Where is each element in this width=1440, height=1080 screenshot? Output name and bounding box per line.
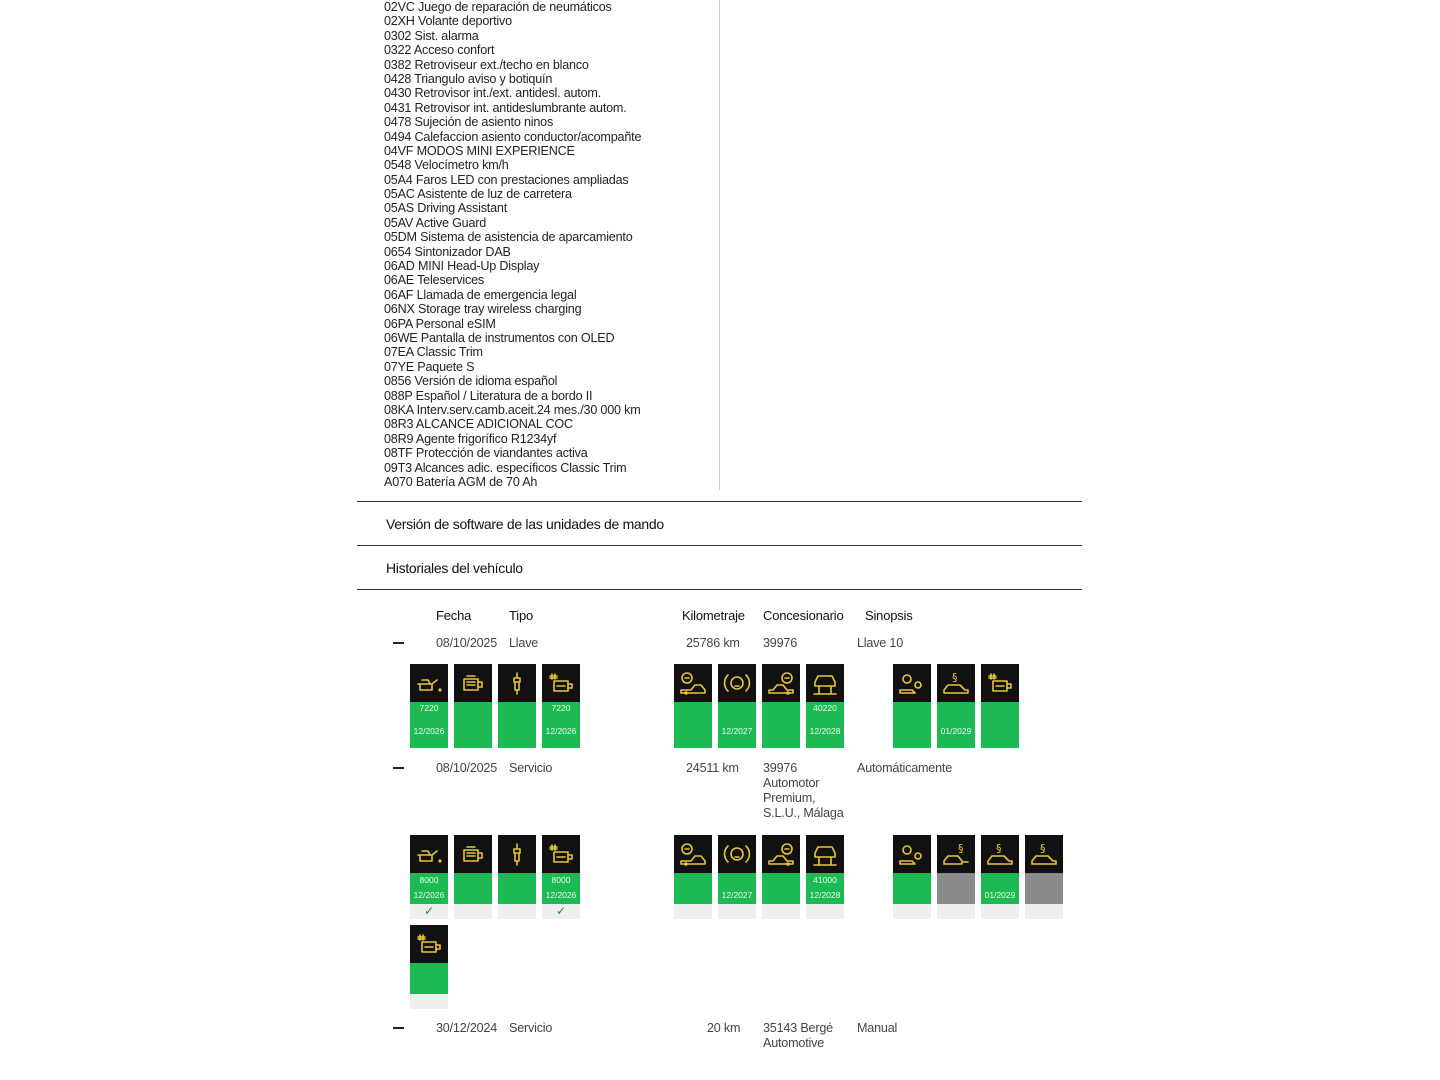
equipment-item: 0430 Retrovisor int./ext. antidesl. autom. (384, 86, 602, 101)
service-status-bar (937, 702, 975, 748)
equipment-item: 088P Español / Literatura de a bordo II (384, 388, 593, 403)
equipment-item: 06PA Personal eSIM (384, 316, 496, 331)
check-mark: ✓ (555, 904, 567, 918)
equipment-item: 0382 Retroviseur ext./techo en blanco (384, 57, 589, 72)
entry-date: 08/10/2025 (436, 636, 498, 650)
section-software-versions[interactable]: Versión de software de las unidades de mando (386, 516, 664, 532)
equipment-item: 06NX Storage tray wireless charging (384, 302, 582, 317)
service-status-bar (718, 873, 756, 904)
equipment-item: 0428 Triangulo aviso y botiquín (384, 71, 553, 86)
service-tile[interactable] (454, 835, 492, 919)
service-status-bar (806, 873, 844, 904)
tile-mileage: 8000 (419, 875, 439, 885)
col-header-type: Tipo (509, 608, 534, 623)
svg-text:§: § (1040, 842, 1046, 855)
equipment-item: 06AE Teleservices (384, 273, 484, 288)
service-tile[interactable] (454, 664, 492, 748)
service-status-bar (937, 873, 975, 904)
equipment-item: 0494 Calefaccion asiento conductor/acompañte (384, 129, 642, 144)
brake-fluid-icon (722, 670, 752, 696)
entry-summary: Manual (857, 1021, 898, 1035)
service-tile[interactable] (498, 835, 536, 919)
service-status-bar (762, 702, 800, 748)
column-divider (719, 0, 720, 490)
entry-date: 30/12/2024 (436, 1021, 498, 1035)
service-tile[interactable] (937, 664, 975, 748)
equipment-item: 08KA Interv.serv.camb.aceit.24 mes./30 000 km (384, 402, 641, 417)
service-tile[interactable] (762, 664, 800, 748)
section-divider (357, 501, 1082, 502)
tile-mileage: 40220 (813, 703, 837, 713)
col-header-date: Fecha (436, 608, 472, 623)
svg-text:§: § (952, 671, 958, 684)
entry-dealer: 39976 Automotor Premium, S.L.U., Málaga (763, 761, 844, 820)
equipment-item: 0478 Sujeción de asiento ninos (384, 115, 554, 130)
tile-mileage: 8000 (551, 875, 571, 885)
service-tile[interactable] (542, 835, 580, 919)
section-divider (357, 589, 1082, 590)
tile-due-date: 12/2027 (721, 890, 753, 900)
equipment-item: 0322 Acceso confort (384, 43, 495, 58)
service-tile[interactable] (718, 835, 756, 919)
entry-type: Servicio (509, 761, 553, 775)
entry-type: Servicio (509, 1021, 553, 1035)
front-brake-icon (678, 670, 708, 696)
tile-due-date: 01/2029 (940, 726, 972, 736)
svg-text:§: § (958, 842, 964, 855)
entry-mileage: 25786 km (686, 636, 740, 650)
equipment-item: A070 Batería AGM de 70 Ah (384, 474, 538, 489)
equipment-item: 0431 Retrovisor int. antideslumbrante autom. (384, 100, 627, 115)
service-status-bar (674, 873, 712, 904)
service-status-bar (410, 702, 448, 748)
brake-fluid-icon (722, 841, 752, 867)
service-status-bar (410, 873, 448, 904)
service-status-bar (981, 702, 1019, 748)
entry-type: Llave (509, 636, 539, 650)
service-tile[interactable] (893, 664, 931, 748)
col-header-dealer: Concesionario (763, 608, 844, 623)
service-tile[interactable] (806, 835, 844, 919)
spark-plug-icon (502, 670, 532, 696)
equipment-item: 0654 Sintonizador DAB (384, 244, 511, 259)
equipment-item: 02VC Juego de reparación de neumáticos (384, 0, 612, 14)
tile-due-date: 12/2026 (413, 890, 445, 900)
equipment-item: 0856 Versión de idioma español (384, 374, 558, 389)
fuel-filter-icon (985, 670, 1015, 696)
service-tile[interactable] (410, 835, 448, 919)
service-status-bar (454, 873, 492, 904)
equipment-item: 07YE Paquete S (384, 359, 475, 374)
tile-mileage: 41000 (813, 875, 837, 885)
entry-dealer: 35143 Bergé Automotive (763, 1021, 833, 1050)
equipment-item: 08R9 Agente frigorífico R1234yf (384, 431, 557, 446)
equipment-item: 08R3 ALCANCE ADICIONAL COC (384, 417, 573, 432)
legal-inspection-icon (1029, 841, 1059, 867)
equipment-item: 05AS Driving Assistant (384, 201, 507, 216)
service-tile[interactable] (674, 835, 712, 919)
tile-due-date: 12/2028 (809, 890, 841, 900)
svg-text:§: § (996, 842, 1002, 855)
service-status-bar (893, 702, 931, 748)
oil-can-icon (414, 670, 444, 696)
equipment-item: 08TF Protección de viandantes activa (384, 446, 588, 461)
collapse-toggle[interactable] (393, 767, 404, 769)
service-tile[interactable] (981, 664, 1019, 748)
service-status-bar (498, 702, 536, 748)
tile-due-date: 12/2026 (413, 726, 445, 736)
col-header-mileage: Kilometraje (682, 608, 745, 623)
tile-due-date: 12/2027 (721, 726, 753, 736)
service-tile[interactable] (1025, 835, 1063, 919)
vehicle-check-icon (810, 670, 840, 696)
service-status-bar (1025, 873, 1063, 904)
service-tile[interactable] (410, 664, 448, 748)
service-status-bar (542, 873, 580, 904)
service-status-bar (981, 873, 1019, 904)
section-divider (357, 545, 1082, 546)
service-tile[interactable] (806, 664, 844, 748)
equipment-item: 05A4 Faros LED con prestaciones ampliadas (384, 172, 629, 187)
fuel-filter-icon (414, 931, 444, 957)
col-header-summary: Sinopsis (865, 608, 913, 623)
tile-mileage: 7220 (419, 703, 439, 713)
entry-mileage: 24511 km (686, 761, 739, 775)
equipment-item: 06WE Pantalla de instrumentos con OLED (384, 330, 615, 345)
service-status-bar (498, 873, 536, 904)
service-status-bar (762, 873, 800, 904)
equipment-item: 0302 Sist. alarma (384, 28, 479, 43)
service-status-bar (410, 963, 448, 994)
legal-inspection-icon (941, 670, 971, 696)
collapse-toggle[interactable] (393, 642, 404, 644)
equipment-item: 04VF MODOS MINI EXPERIENCE (384, 143, 575, 158)
entry-mileage: 20 km (707, 1021, 741, 1035)
legal-inspection-icon (985, 841, 1015, 867)
collapse-toggle[interactable] (393, 1027, 404, 1029)
filter-icon (458, 670, 488, 696)
filter-icon (458, 841, 488, 867)
equipment-item: 0548 Velocímetro km/h (384, 158, 509, 173)
equipment-item: 05AC Asistente de luz de carretera (384, 187, 572, 202)
entry-summary: Llave 10 (857, 636, 904, 650)
entry-summary: Automáticamente (857, 761, 953, 775)
service-tile[interactable] (674, 664, 712, 748)
service-tile[interactable] (498, 664, 536, 748)
tile-due-date: 12/2026 (545, 726, 577, 736)
entry-date: 08/10/2025 (436, 761, 498, 775)
front-brake-icon (678, 841, 708, 867)
service-tile[interactable] (937, 835, 975, 919)
vehicle-check-icon (810, 841, 840, 867)
fuel-filter-icon (546, 670, 576, 696)
equipment-item: 05DM Sistema de asistencia de aparcamiento (384, 230, 633, 245)
rear-brake-icon (766, 841, 796, 867)
service-tile[interactable] (410, 925, 448, 1009)
service-status-bar (806, 702, 844, 748)
service-status-bar (454, 702, 492, 748)
service-tile[interactable] (542, 664, 580, 748)
gear-oil-icon (897, 670, 927, 696)
oil-can-icon (414, 841, 444, 867)
service-status-bar (542, 702, 580, 748)
service-tile[interactable] (762, 835, 800, 919)
tile-due-date: 12/2026 (545, 890, 577, 900)
equipment-item: 02XH Volante deportivo (384, 14, 512, 29)
service-status-bar (718, 702, 756, 748)
equipment-item: 09T3 Alcances adic. específicos Classic Trim (384, 460, 627, 475)
equipment-item: 05AV Active Guard (384, 215, 487, 230)
emissions-test-icon (941, 841, 971, 867)
rear-brake-icon (766, 670, 796, 696)
service-tile[interactable] (718, 664, 756, 748)
service-status-bar (674, 702, 712, 748)
equipment-item: 06AF Llamada de emergencia legal (384, 287, 577, 302)
equipment-list (384, 0, 714, 489)
entry-dealer: 39976 (763, 636, 798, 650)
equipment-item: 06AD MINI Head-Up Display (384, 259, 540, 274)
check-mark: ✓ (423, 904, 435, 918)
tile-due-date: 12/2028 (809, 726, 841, 736)
tile-mileage: 7220 (551, 703, 571, 713)
tile-due-date: 01/2029 (984, 890, 1016, 900)
fuel-filter-icon (546, 841, 576, 867)
gear-oil-icon (897, 841, 927, 867)
section-vehicle-history[interactable]: Historiales del vehículo (386, 560, 523, 576)
spark-plug-icon (502, 841, 532, 867)
service-tile[interactable] (893, 835, 931, 919)
equipment-item: 07EA Classic Trim (384, 345, 483, 360)
service-status-bar (893, 873, 931, 904)
service-tile[interactable] (981, 835, 1019, 919)
